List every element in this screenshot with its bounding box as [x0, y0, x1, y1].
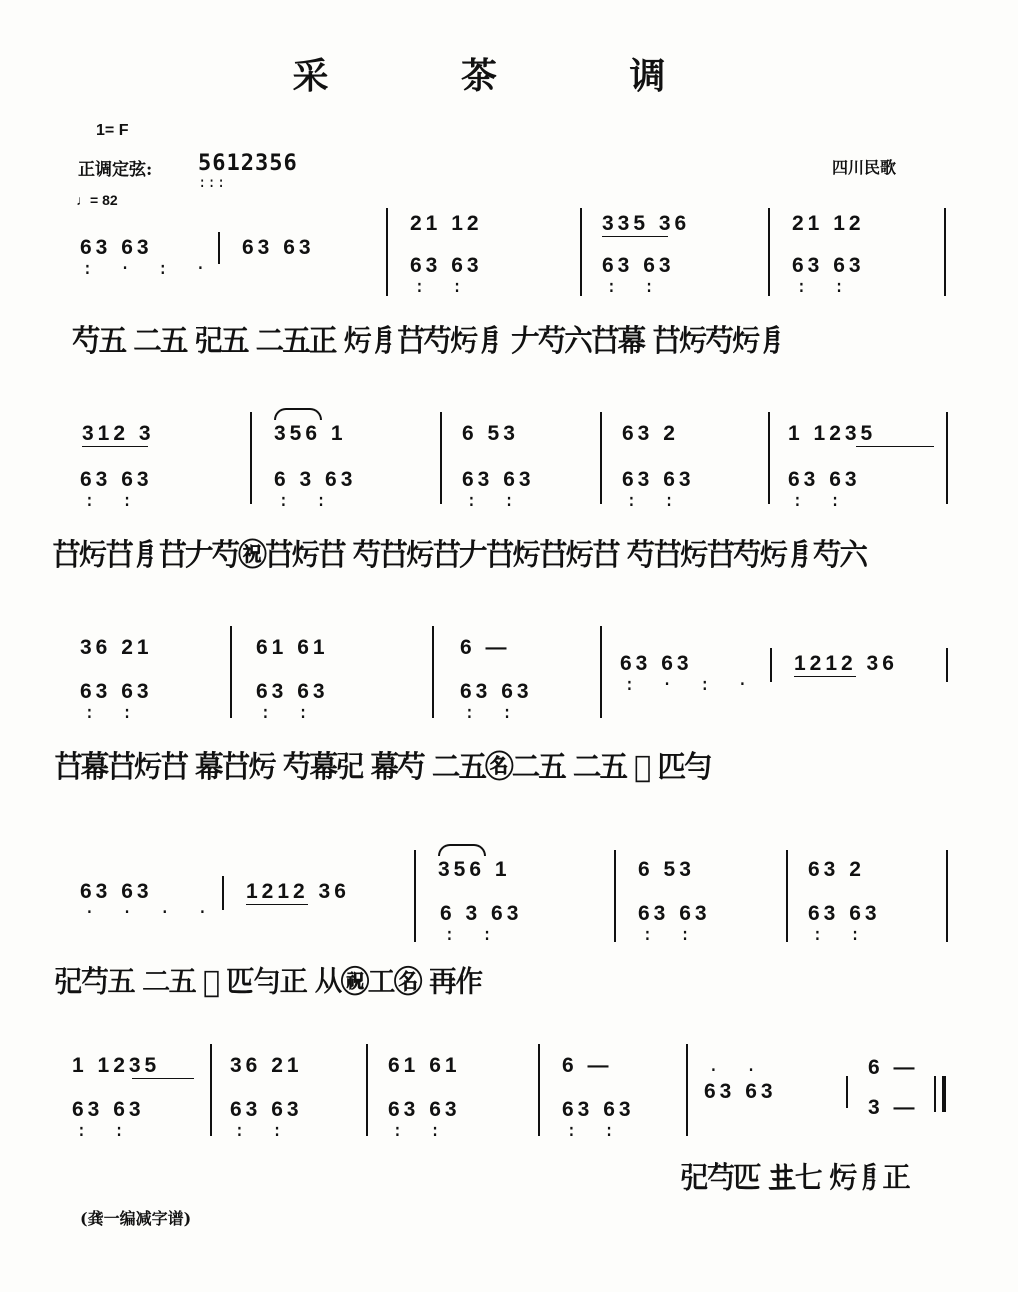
tuning-dots: ::: — [198, 175, 227, 191]
barline — [946, 850, 948, 942]
barline — [538, 1044, 540, 1136]
lower-notes: 3 — — [868, 1096, 919, 1119]
octave-dots: : : — [464, 702, 521, 723]
upper-notes: 21 12 — [792, 212, 865, 235]
lower-notes: 6 3 63 — [440, 902, 523, 925]
upper-notes: 356 1 — [274, 422, 347, 445]
barline — [944, 208, 946, 296]
barline — [614, 850, 616, 942]
upper-notes: 36 21 — [80, 636, 153, 659]
upper-notes: 61 61 — [388, 1054, 461, 1077]
lower-notes: 63 63 — [460, 680, 533, 703]
upper-notes: 6 — — [868, 1056, 919, 1079]
barline — [218, 232, 220, 264]
final-barline-thick — [942, 1076, 946, 1112]
octave-dots: : : — [566, 1120, 623, 1141]
barline — [600, 626, 602, 718]
upper-notes: 312 3 — [82, 422, 155, 445]
lower-notes: 63 63 — [80, 468, 153, 491]
upper-notes: 6 53 — [462, 422, 519, 445]
tuning-label: 正调定弦: — [78, 160, 153, 180]
upper-notes: 63 2 — [622, 422, 679, 445]
barline — [366, 1044, 368, 1136]
lower-notes: 63 63 — [230, 1098, 303, 1121]
barline — [580, 208, 582, 296]
upper-notes: 1 1235 — [72, 1054, 161, 1077]
lower-notes: 63 63 — [808, 902, 881, 925]
tempo-marking: ♩= 82 — [76, 192, 118, 208]
barline — [222, 876, 224, 910]
octave-dots: : : — [444, 924, 501, 945]
upper-notes: 6 — — [562, 1054, 613, 1077]
octave-dots: : · : · — [82, 258, 214, 279]
barline — [768, 208, 770, 296]
key-signature: 1= F — [96, 122, 129, 139]
slur — [438, 844, 486, 856]
barline — [946, 648, 948, 682]
lower-notes: 63 63 — [80, 880, 153, 903]
octave-dots: : : — [392, 1120, 449, 1141]
lower-notes: 63 63 — [620, 652, 693, 675]
lower-notes: 63 63 — [704, 1080, 777, 1103]
lower-notes: 63 63 — [638, 902, 711, 925]
lower-notes: 63 63 — [72, 1098, 145, 1121]
octave-dots: : : — [234, 1120, 291, 1141]
barline — [414, 850, 416, 942]
octave-dots: : : — [84, 490, 141, 511]
lower-notes: 63 63 — [80, 236, 153, 259]
final-barline-thin — [934, 1076, 936, 1112]
barline — [786, 850, 788, 942]
upper-notes: 61 61 — [256, 636, 329, 659]
barline — [440, 412, 442, 504]
lower-notes: 63 63 — [80, 680, 153, 703]
upper-notes: 6 53 — [638, 858, 695, 881]
upper-notes: 335 36 — [602, 212, 691, 235]
octave-dots: · · — [708, 1060, 765, 1081]
upper-notes: 1 1235 — [788, 422, 877, 445]
barline — [432, 626, 434, 718]
upper-notes: 1212 36 — [794, 652, 898, 675]
octave-dots: : : — [76, 1120, 133, 1141]
octave-dots: : : — [278, 490, 335, 511]
lower-notes: 63 63 — [562, 1098, 635, 1121]
lower-notes: 63 63 — [256, 680, 329, 703]
slur — [274, 408, 322, 420]
octave-dots: : : — [466, 490, 523, 511]
lower-notes: 63 63 — [788, 468, 861, 491]
barline — [686, 1044, 688, 1136]
barline — [250, 412, 252, 504]
octave-dots: : : — [84, 702, 141, 723]
octave-dots: : : — [812, 924, 869, 945]
octave-dots: : · : · — [624, 674, 756, 695]
barline — [946, 412, 948, 504]
lower-notes: 63 63 — [792, 254, 865, 277]
lower-notes: 6 3 63 — [274, 468, 357, 491]
tablature-line: 𢀶芍五 二五 𠀝 匹勻正 从㊗工㊔ 再作 — [54, 965, 482, 1000]
octave-dots: : : — [606, 276, 663, 297]
lower-notes: 63 63 — [242, 236, 315, 259]
octave-dots: : : — [260, 702, 317, 723]
upper-notes: 36 21 — [230, 1054, 303, 1077]
upper-notes: 356 1 — [438, 858, 511, 881]
upper-notes: 21 12 — [410, 212, 483, 235]
barline — [768, 412, 770, 504]
upper-notes: 6 — — [460, 636, 511, 659]
tablature-line: 𦬅幕𦬅𤆏𦬅 幕𦬅𤆏 芍幕𢀶 幕芍 二五㊔二五 二五 𠀝 匹勻 — [54, 750, 711, 785]
tablature-line: 芍五 二五 𢀶五 二五正 𤆏㐆𦬅芍𤆏㐆 𠂇芍六𦬅幕 𦬅𤆏芍𤆏㐆 — [72, 324, 786, 359]
origin-label: 四川民歌 — [832, 158, 897, 177]
octave-dots: : : — [626, 490, 683, 511]
upper-notes: 63 2 — [808, 858, 865, 881]
tuning-notes: 5612356 — [198, 151, 298, 176]
lower-notes: 63 63 — [388, 1098, 461, 1121]
octave-dots: : : — [792, 490, 849, 511]
octave-dots: · · · · — [84, 902, 216, 923]
lower-notes: 63 63 — [602, 254, 675, 277]
barline — [600, 412, 602, 504]
barline — [846, 1076, 848, 1108]
page-title: 采 茶 调 — [292, 55, 726, 97]
octave-dots: : : — [642, 924, 699, 945]
lower-notes: 63 63 — [462, 468, 535, 491]
credit-note: (龚一编减字谱) — [80, 1209, 192, 1228]
octave-dots: : : — [414, 276, 471, 297]
lower-notes: 63 63 — [622, 468, 695, 491]
barline — [770, 648, 772, 682]
barline — [386, 208, 388, 296]
tablature-line: 𢀶芍匹 𠀎七 𤆏㐆正 — [680, 1161, 909, 1196]
lower-notes: 63 63 — [410, 254, 483, 277]
barline — [230, 626, 232, 718]
upper-notes: 1212 36 — [246, 880, 350, 903]
octave-dots: : : — [796, 276, 853, 297]
barline — [210, 1044, 212, 1136]
tablature-line: 𦬅𤆏𦬅㐆𦬅𠂇芍㊗𦬅𤆏𦬅 芍𦬅𤆏𦬅𠂇𦬅𤆏𦬅𤆏𦬅 芍𦬅𤆏𦬅芍𤆏㐆芍六 — [52, 538, 867, 573]
